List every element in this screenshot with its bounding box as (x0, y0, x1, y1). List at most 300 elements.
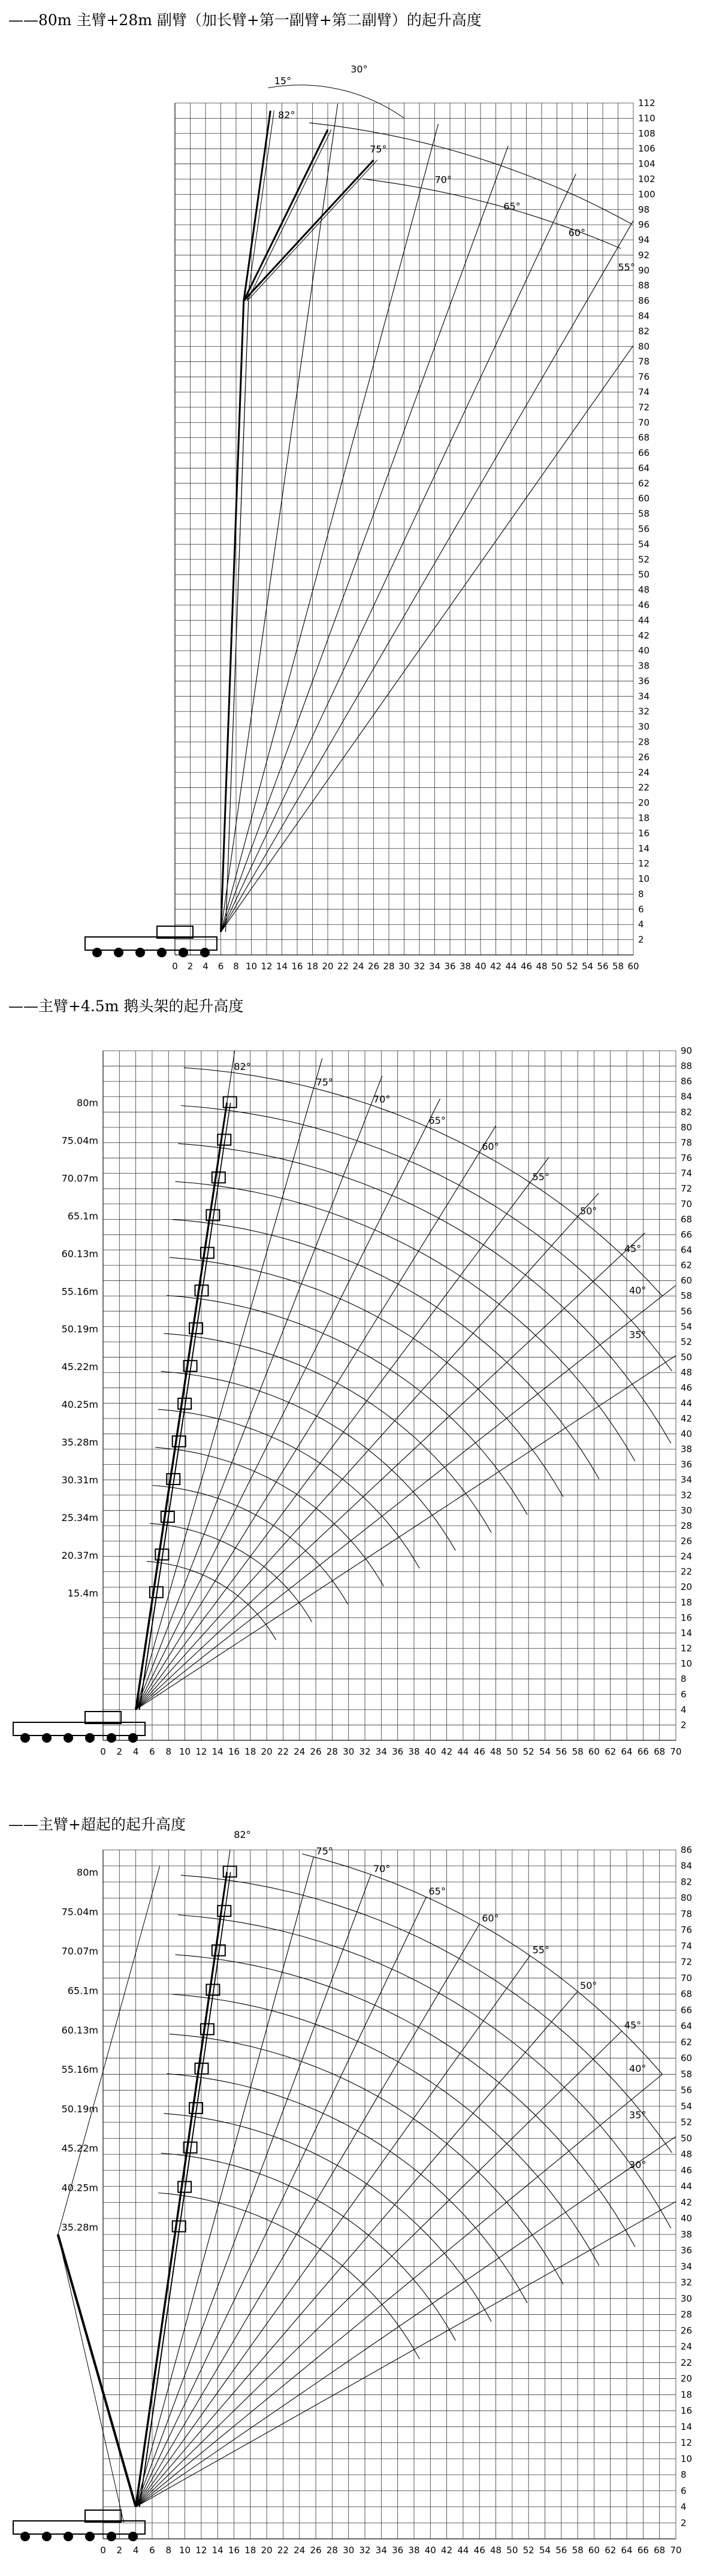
x-tick-label: 16 (291, 961, 303, 972)
x-tick-label: 66 (637, 1746, 649, 1757)
y-tick-label: 4 (638, 919, 644, 930)
x-tick-label: 4 (203, 961, 209, 972)
x-tick-label: 44 (505, 961, 517, 972)
boom-length-label: 65.1m (67, 1210, 98, 1222)
y-tick-label: 70 (681, 1972, 693, 1984)
x-tick-label: 2 (116, 2545, 123, 2556)
boom-length-label: 35.28m (61, 2221, 98, 2233)
x-tick-label: 26 (310, 1746, 322, 1757)
y-tick-label: 112 (638, 98, 655, 108)
y-tick-label: 64 (681, 2021, 693, 2032)
boom-length-label: 55.16m (61, 2064, 98, 2076)
y-tick-label: 20 (681, 1582, 693, 1593)
y-tick-label: 34 (681, 2261, 693, 2272)
wheel-icon (157, 948, 167, 957)
trajectory-arc (173, 1994, 599, 2266)
x-tick-label: 18 (244, 1746, 256, 1757)
angle-label: 55° (532, 1944, 549, 1956)
y-tick-label: 102 (638, 173, 655, 185)
wheel-icon (64, 2532, 73, 2541)
x-tick-label: 38 (408, 2545, 420, 2556)
y-tick-label: 30 (681, 1505, 693, 1516)
x-tick-label: 26 (310, 2545, 322, 2556)
x-tick-label: 36 (392, 1746, 404, 1757)
y-tick-label: 42 (638, 630, 650, 641)
x-tick-label: 40 (475, 961, 487, 972)
x-tick-label: 0 (100, 1746, 106, 1757)
y-tick-label: 10 (638, 873, 650, 885)
x-tick-label: 32 (359, 2545, 371, 2556)
y-tick-label: 68 (681, 1988, 693, 2000)
x-tick-label: 32 (413, 961, 425, 972)
x-tick-label: 60 (588, 1746, 600, 1757)
angle-ray (136, 1076, 382, 1710)
x-tick-label: 28 (326, 2545, 338, 2556)
x-tick-label: 16 (228, 2545, 240, 2556)
x-tick-label: 0 (172, 961, 178, 972)
x-tick-label: 28 (326, 1746, 338, 1757)
y-tick-label: 32 (681, 1489, 693, 1501)
y-tick-label: 30 (638, 721, 650, 733)
y-tick-label: 36 (681, 1459, 693, 1470)
x-tick-label: 44 (457, 2545, 469, 2556)
y-tick-label: 2 (681, 1719, 687, 1731)
y-tick-label: 84 (638, 310, 650, 322)
wheel-icon (20, 2532, 30, 2541)
x-tick-label: 14 (212, 1746, 223, 1757)
angle-label: 65° (428, 1885, 446, 1897)
y-tick-label: 46 (681, 1382, 693, 1393)
y-tick-label: 48 (681, 2149, 693, 2160)
boom-length-label: 45.22m (61, 1361, 98, 1373)
x-tick-label: 16 (228, 1746, 240, 1757)
x-tick-label: 48 (536, 961, 548, 972)
angle-label: 75° (370, 143, 387, 155)
y-tick-label: 46 (681, 2164, 693, 2176)
x-tick-label: 14 (276, 961, 288, 972)
y-tick-label: 40 (638, 645, 650, 657)
angle-label: 60° (482, 1141, 499, 1153)
x-tick-label: 46 (473, 2545, 485, 2556)
x-tick-label: 34 (375, 2545, 387, 2556)
angle-label: 35° (629, 2109, 647, 2121)
y-tick-label: 26 (681, 2325, 693, 2336)
x-tick-label: 68 (654, 2545, 666, 2556)
x-tick-label: 4 (132, 2545, 139, 2556)
offset-angle-label: 15° (274, 75, 292, 87)
boom-length-label: 75.04m (61, 1135, 98, 1147)
y-tick-label: 70 (681, 1198, 693, 1210)
y-tick-label: 22 (638, 782, 650, 793)
boom-length-label: 35.28m (61, 1437, 98, 1449)
panel-main-boom-gooseneck (0, 988, 719, 1785)
wheel-icon (128, 1733, 138, 1743)
x-tick-label: 52 (522, 1746, 534, 1757)
panel-main-boom-jib (0, 0, 719, 988)
x-tick-label: 48 (490, 1746, 502, 1757)
y-tick-label: 84 (681, 1091, 693, 1102)
angle-label: 55° (618, 261, 635, 273)
x-tick-label: 60 (588, 2545, 600, 2556)
y-tick-label: 56 (681, 1305, 693, 1317)
y-tick-label: 78 (681, 1908, 693, 1919)
x-tick-label: 70 (670, 2545, 682, 2556)
x-tick-label: 8 (165, 2545, 172, 2556)
y-tick-label: 14 (681, 1627, 693, 1638)
y-tick-label: 54 (681, 1321, 693, 1332)
y-tick-label: 74 (638, 386, 650, 398)
y-tick-label: 52 (681, 2117, 693, 2128)
x-tick-label: 6 (149, 2545, 155, 2556)
crane-carrier (13, 1722, 145, 1736)
y-tick-label: 16 (681, 1612, 693, 1623)
y-tick-label: 56 (638, 524, 650, 534)
x-tick-label: 18 (244, 2545, 256, 2556)
offset-angle-label: 30° (351, 64, 368, 75)
y-tick-label: 68 (638, 432, 650, 443)
x-tick-label: 56 (555, 2545, 567, 2556)
x-tick-label: 10 (245, 961, 258, 972)
boom-length-label: 50.19m (61, 1323, 98, 1335)
y-tick-label: 72 (681, 1183, 693, 1195)
trajectory-arc (167, 2074, 527, 2303)
x-tick-label: 54 (539, 2545, 551, 2556)
x-tick-label: 46 (520, 961, 533, 972)
panel-title: ——主臂+超起的起升高度 (8, 1816, 186, 1833)
y-tick-label: 2 (681, 2517, 687, 2529)
panel-title: ——主臂+4.5m 鹅头架的起升高度 (8, 997, 244, 1015)
boom-length-label: 70.07m (61, 1945, 98, 1957)
angle-ray (136, 2202, 676, 2507)
wheel-icon (42, 1733, 52, 1743)
wheel-icon (107, 1733, 116, 1743)
x-tick-label: 14 (212, 2545, 223, 2556)
angle-label: 65° (428, 1115, 446, 1127)
angle-ray (221, 346, 634, 932)
y-tick-label: 64 (681, 1244, 693, 1256)
angle-label: 40° (629, 2063, 647, 2075)
y-tick-label: 52 (638, 554, 650, 565)
y-tick-label: 42 (681, 2197, 693, 2208)
y-tick-label: 14 (638, 843, 650, 854)
y-tick-label: 80 (638, 341, 650, 352)
boom-length-label: 40.25m (61, 1399, 98, 1411)
y-tick-label: 80 (681, 1892, 693, 1904)
y-tick-label: 8 (681, 1673, 687, 1685)
y-tick-label: 16 (638, 827, 650, 839)
boom-length-label: 55.16m (61, 1286, 98, 1298)
y-tick-label: 4 (681, 2501, 687, 2512)
trajectory-arc (173, 1220, 599, 1479)
y-tick-label: 6 (681, 1689, 687, 1700)
wheel-icon (20, 1733, 30, 1743)
y-tick-label: 28 (681, 2309, 693, 2320)
superlift-cable (58, 1866, 160, 2235)
angle-label: 45° (624, 2019, 642, 2031)
x-tick-label: 40 (424, 2545, 436, 2556)
y-tick-label: 82 (681, 1876, 693, 1888)
y-tick-label: 58 (638, 508, 650, 519)
y-tick-label: 106 (638, 143, 655, 155)
x-tick-label: 42 (490, 961, 502, 972)
boom-length-label: 15.4m (67, 1587, 98, 1599)
y-tick-label: 44 (681, 1398, 693, 1409)
y-tick-label: 80 (681, 1121, 693, 1133)
angle-ray (221, 220, 634, 932)
angle-label: 70° (373, 1093, 391, 1105)
y-tick-label: 86 (681, 1076, 693, 1087)
y-tick-label: 110 (638, 113, 655, 124)
x-tick-label: 52 (522, 2545, 534, 2556)
y-tick-label: 24 (638, 767, 650, 778)
y-tick-label: 62 (681, 1260, 693, 1271)
y-tick-label: 82 (638, 325, 650, 337)
angle-label: 35° (629, 1329, 647, 1341)
y-tick-label: 58 (681, 2069, 693, 2080)
x-tick-label: 30 (343, 1746, 355, 1757)
y-tick-label: 26 (638, 751, 650, 763)
x-tick-label: 38 (408, 1746, 420, 1757)
x-tick-label: 38 (459, 961, 472, 972)
lifting-height-chart-3 (0, 1785, 719, 2576)
x-tick-label: 60 (627, 961, 639, 972)
x-tick-label: 20 (322, 961, 334, 972)
boom-length-label: 80m (77, 1097, 98, 1109)
x-tick-label: 20 (261, 2545, 273, 2556)
y-tick-label: 60 (681, 2052, 693, 2064)
y-tick-label: 74 (681, 1940, 693, 1952)
wheel-icon (200, 948, 210, 957)
x-tick-label: 24 (294, 2545, 306, 2556)
angle-label: 75° (316, 1077, 333, 1089)
angle-label: 55° (532, 1171, 549, 1183)
x-tick-label: 30 (398, 961, 410, 972)
y-tick-label: 20 (681, 2373, 693, 2384)
angle-label: 75° (316, 1845, 333, 1857)
jib-chord (247, 129, 331, 301)
y-tick-label: 30 (681, 2293, 693, 2304)
angle-label: 45° (624, 1243, 642, 1255)
y-tick-label: 90 (681, 1045, 693, 1056)
x-tick-label: 12 (261, 961, 273, 972)
x-tick-label: 24 (352, 961, 364, 972)
x-tick-label: 24 (294, 1746, 306, 1757)
y-tick-label: 12 (681, 2437, 693, 2448)
trajectory-arc (184, 1068, 663, 1296)
x-tick-label: 50 (551, 961, 563, 972)
jib-section (244, 160, 374, 301)
trajectory-arc (170, 1257, 563, 1497)
wheel-icon (114, 948, 123, 957)
panel-title: ——80m 主臂+28m 副臂（加长臂+第一副臂+第二副臂）的起升高度 (8, 11, 482, 29)
x-tick-label: 8 (233, 961, 239, 972)
y-tick-label: 86 (638, 295, 650, 307)
y-tick-label: 36 (681, 2245, 693, 2256)
x-tick-label: 44 (457, 1746, 469, 1757)
x-tick-label: 54 (581, 961, 594, 972)
wheel-icon (107, 2532, 116, 2541)
y-tick-label: 32 (638, 706, 650, 717)
y-tick-label: 20 (638, 797, 650, 809)
y-tick-label: 36 (638, 675, 650, 687)
boom-length-label: 50.19m (61, 2103, 98, 2115)
y-tick-label: 28 (681, 1520, 693, 1531)
lifting-height-chart-1 (0, 0, 719, 988)
angle-label: 60° (482, 1912, 499, 1924)
y-tick-label: 22 (681, 1566, 693, 1577)
trajectory-arc (150, 1523, 312, 1622)
x-tick-label: 42 (441, 2545, 453, 2556)
y-tick-label: 54 (681, 2100, 693, 2112)
y-tick-label: 62 (638, 477, 650, 489)
x-tick-label: 58 (572, 1746, 584, 1757)
y-tick-label: 50 (681, 1352, 693, 1363)
y-tick-label: 12 (681, 1643, 693, 1654)
boom-length-label: 30.31m (61, 1474, 98, 1486)
y-tick-label: 18 (681, 2389, 693, 2400)
y-tick-label: 66 (638, 448, 650, 459)
y-tick-label: 64 (638, 462, 650, 474)
trajectory-arc (302, 1854, 662, 2075)
y-tick-label: 76 (681, 1924, 693, 1936)
y-tick-label: 50 (638, 569, 650, 580)
x-tick-label: 68 (654, 1746, 666, 1757)
y-tick-label: 24 (681, 2341, 693, 2353)
angle-ray (136, 1874, 371, 2507)
angle-label: 70° (373, 1863, 391, 1874)
x-tick-label: 34 (375, 1746, 387, 1757)
x-tick-label: 28 (383, 961, 395, 972)
trajectory-arc (164, 2114, 492, 2322)
wheel-icon (128, 2532, 138, 2541)
y-tick-label: 16 (681, 2405, 693, 2417)
boom-length-label: 75.04m (61, 1906, 98, 1918)
x-tick-label: 32 (359, 1746, 371, 1757)
wheel-icon (135, 948, 145, 957)
x-tick-label: 40 (424, 1746, 436, 1757)
y-tick-label: 8 (681, 2469, 687, 2481)
angle-label: 82° (278, 109, 295, 121)
main-boom-chord (226, 301, 249, 932)
y-tick-label: 26 (681, 1535, 693, 1547)
boom-length-label: 80m (77, 1867, 98, 1879)
y-tick-label: 104 (638, 158, 655, 170)
x-tick-label: 46 (473, 1746, 485, 1757)
trajectory-arc (161, 1371, 455, 1550)
y-tick-label: 100 (638, 189, 655, 200)
y-tick-label: 4 (681, 1704, 687, 1715)
y-tick-label: 6 (638, 903, 644, 915)
angle-label: 30° (629, 2158, 647, 2170)
x-tick-label: 62 (605, 1746, 617, 1757)
y-tick-label: 6 (681, 2485, 687, 2496)
y-tick-label: 8 (638, 888, 644, 900)
x-tick-label: 10 (179, 1746, 191, 1757)
angle-ray (136, 1233, 645, 1710)
y-tick-label: 14 (681, 2421, 693, 2432)
angle-label: 40° (629, 1284, 647, 1296)
y-tick-label: 70 (638, 417, 650, 428)
y-tick-label: 22 (681, 2357, 693, 2368)
angle-ray (136, 1924, 480, 2507)
y-tick-label: 66 (681, 2004, 693, 2016)
y-tick-label: 34 (681, 1474, 693, 1486)
y-tick-label: 38 (638, 660, 650, 672)
superlift-mast (58, 2235, 136, 2507)
trajectory-arc (155, 1447, 383, 1586)
angle-label: 50° (580, 1205, 597, 1217)
y-tick-label: 72 (638, 401, 650, 413)
trajectory-arc (170, 2034, 563, 2284)
x-tick-label: 36 (444, 961, 456, 972)
x-tick-label: 26 (367, 961, 380, 972)
wheel-icon (64, 1733, 73, 1743)
x-tick-label: 64 (621, 2545, 633, 2556)
y-tick-label: 10 (681, 2453, 693, 2465)
x-tick-label: 8 (165, 1746, 172, 1757)
trajectory-arc (176, 1181, 635, 1461)
x-tick-label: 20 (261, 1746, 273, 1757)
y-tick-label: 68 (681, 1214, 693, 1225)
x-tick-label: 4 (132, 1746, 139, 1757)
x-tick-label: 64 (621, 1746, 633, 1757)
y-tick-label: 92 (638, 249, 650, 261)
y-tick-label: 76 (638, 371, 650, 383)
y-tick-label: 34 (638, 691, 650, 702)
boom-length-label: 60.13m (61, 1248, 98, 1260)
y-tick-label: 78 (638, 356, 650, 367)
boom-length-label: 45.22m (61, 2142, 98, 2154)
x-tick-label: 2 (187, 961, 194, 972)
y-tick-label: 44 (681, 2181, 693, 2192)
y-tick-label: 88 (681, 1060, 693, 1072)
x-tick-label: 34 (428, 961, 441, 972)
boom-length-label: 25.34m (61, 1511, 98, 1523)
y-tick-label: 76 (681, 1153, 693, 1164)
y-tick-label: 88 (638, 280, 650, 291)
angle-label: 82° (234, 1829, 251, 1841)
trajectory-arc (167, 1296, 527, 1515)
y-tick-label: 90 (638, 265, 650, 276)
y-tick-label: 96 (638, 219, 650, 231)
x-tick-label: 62 (605, 2545, 617, 2556)
y-tick-label: 18 (681, 1597, 693, 1608)
y-tick-label: 52 (681, 1336, 693, 1347)
x-tick-label: 2 (116, 1746, 123, 1757)
y-tick-label: 24 (681, 1551, 693, 1562)
y-tick-label: 40 (681, 1428, 693, 1440)
crane-carrier (85, 937, 217, 950)
y-tick-label: 86 (681, 1845, 693, 1855)
y-tick-label: 10 (681, 1658, 693, 1670)
x-tick-label: 6 (217, 961, 224, 972)
x-tick-label: 0 (100, 2545, 106, 2556)
y-tick-label: 66 (681, 1229, 693, 1240)
angle-label: 65° (503, 200, 521, 212)
x-tick-label: 30 (343, 2545, 355, 2556)
y-tick-label: 82 (681, 1106, 693, 1118)
x-tick-label: 22 (277, 1746, 289, 1757)
y-tick-label: 94 (638, 234, 650, 246)
angle-label: 70° (434, 174, 452, 186)
y-tick-label: 84 (681, 1860, 693, 1871)
x-tick-label: 10 (179, 2545, 191, 2556)
x-tick-label: 42 (441, 1746, 453, 1757)
x-tick-label: 66 (637, 2545, 649, 2556)
trajectory-arc (309, 123, 632, 224)
wheel-icon (92, 948, 102, 957)
angle-label: 50° (580, 1980, 597, 1992)
